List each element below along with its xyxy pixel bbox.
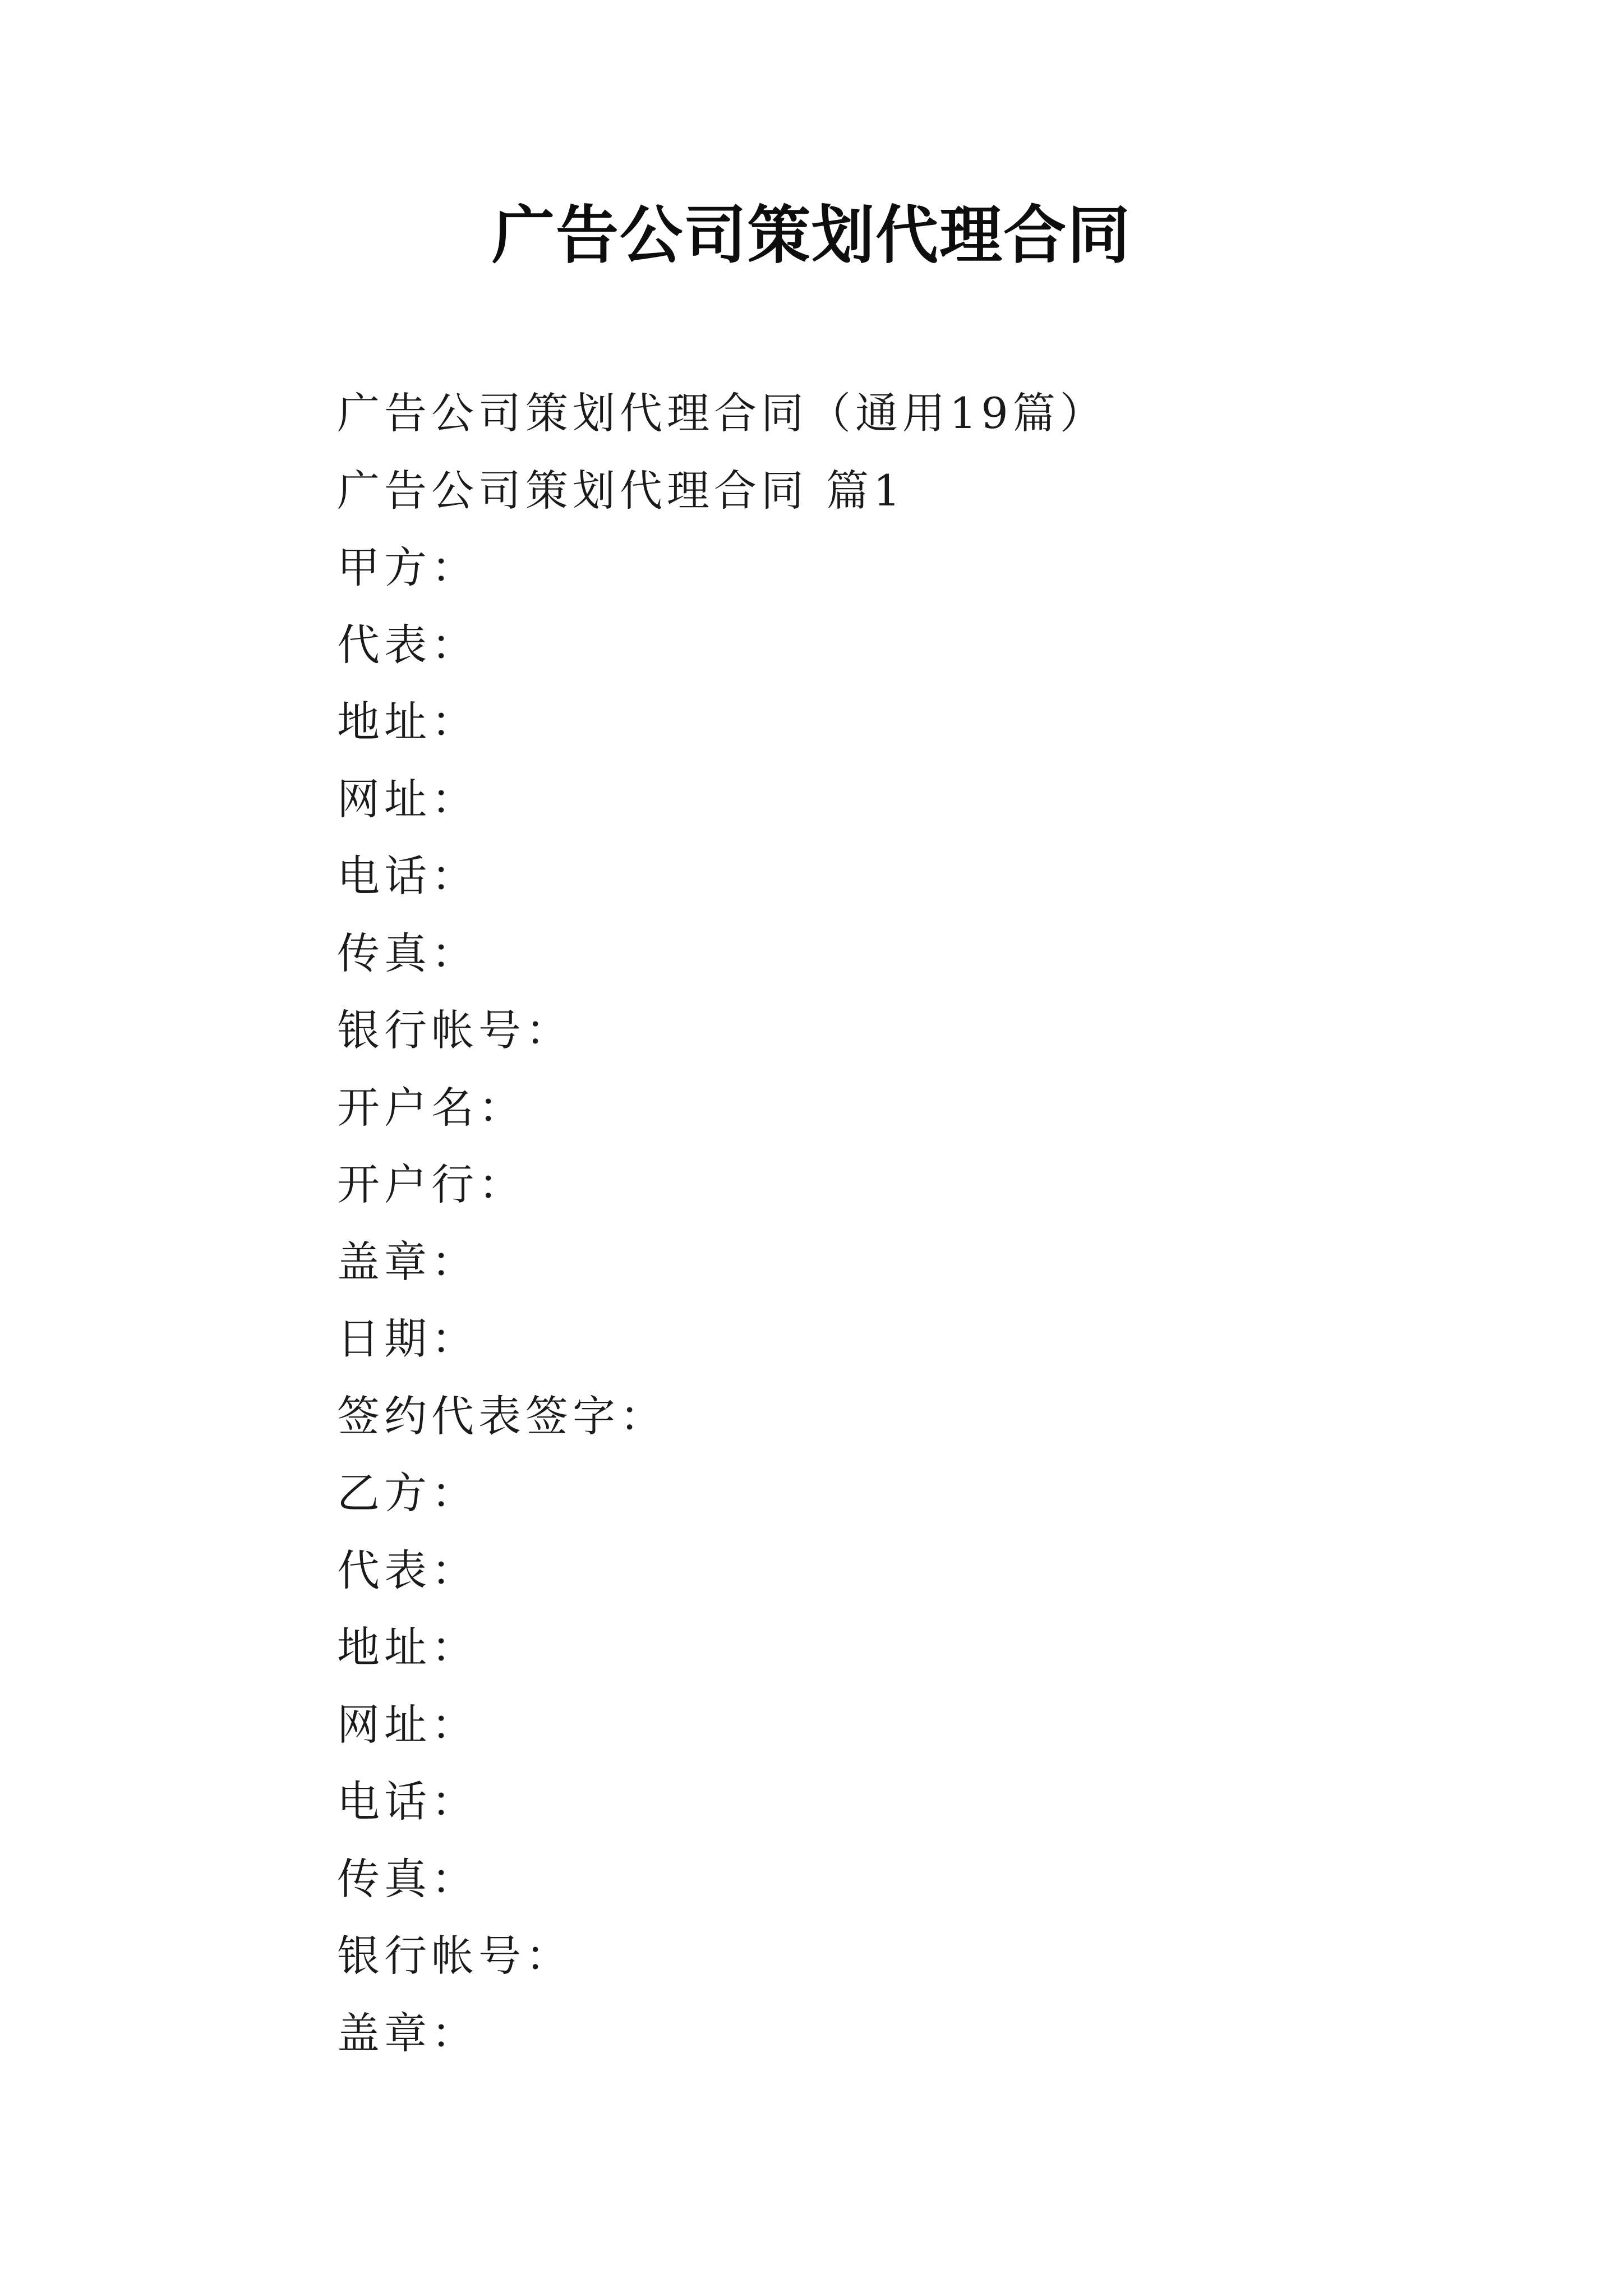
party-a-phone-field: 电话：	[337, 851, 478, 901]
party-a-fax-field: 传真：	[337, 928, 478, 978]
party-a-field: 甲方：	[337, 542, 478, 592]
party-a-date-field: 日期：	[337, 1314, 478, 1364]
party-b-representative-field: 代表：	[337, 1545, 478, 1595]
party-b-phone-field: 电话：	[337, 1777, 478, 1826]
party-a-address-field: 地址：	[337, 697, 478, 747]
party-b-website-field: 网址：	[337, 1699, 478, 1750]
party-a-bank-account-field: 银行帐号：	[337, 1005, 573, 1055]
party-a-bank-field: 开户行：	[337, 1159, 525, 1209]
section-heading: 广告公司策划代理合同 篇1	[337, 465, 905, 516]
party-a-representative-field: 代表：	[337, 619, 478, 670]
party-b-seal-field: 盖章：	[337, 2008, 478, 2058]
party-b-address-field: 地址：	[337, 1622, 478, 1672]
collection-heading: 广告公司策划代理合同（通用19篇）	[337, 388, 1107, 438]
party-a-seal-field: 盖章：	[337, 1236, 478, 1287]
document-title: 广告公司策划代理合同	[492, 199, 1131, 272]
party-b-fax-field: 传真：	[337, 1853, 478, 1904]
party-a-website-field: 网址：	[337, 774, 478, 824]
document-body	[337, 375, 1459, 2072]
party-b-field: 乙方：	[337, 1468, 478, 1518]
party-b-bank-account-field: 银行帐号：	[337, 1931, 573, 1981]
party-a-signature-field: 签约代表签字：	[337, 1391, 667, 1441]
party-a-account-name-field: 开户名：	[337, 1082, 525, 1133]
